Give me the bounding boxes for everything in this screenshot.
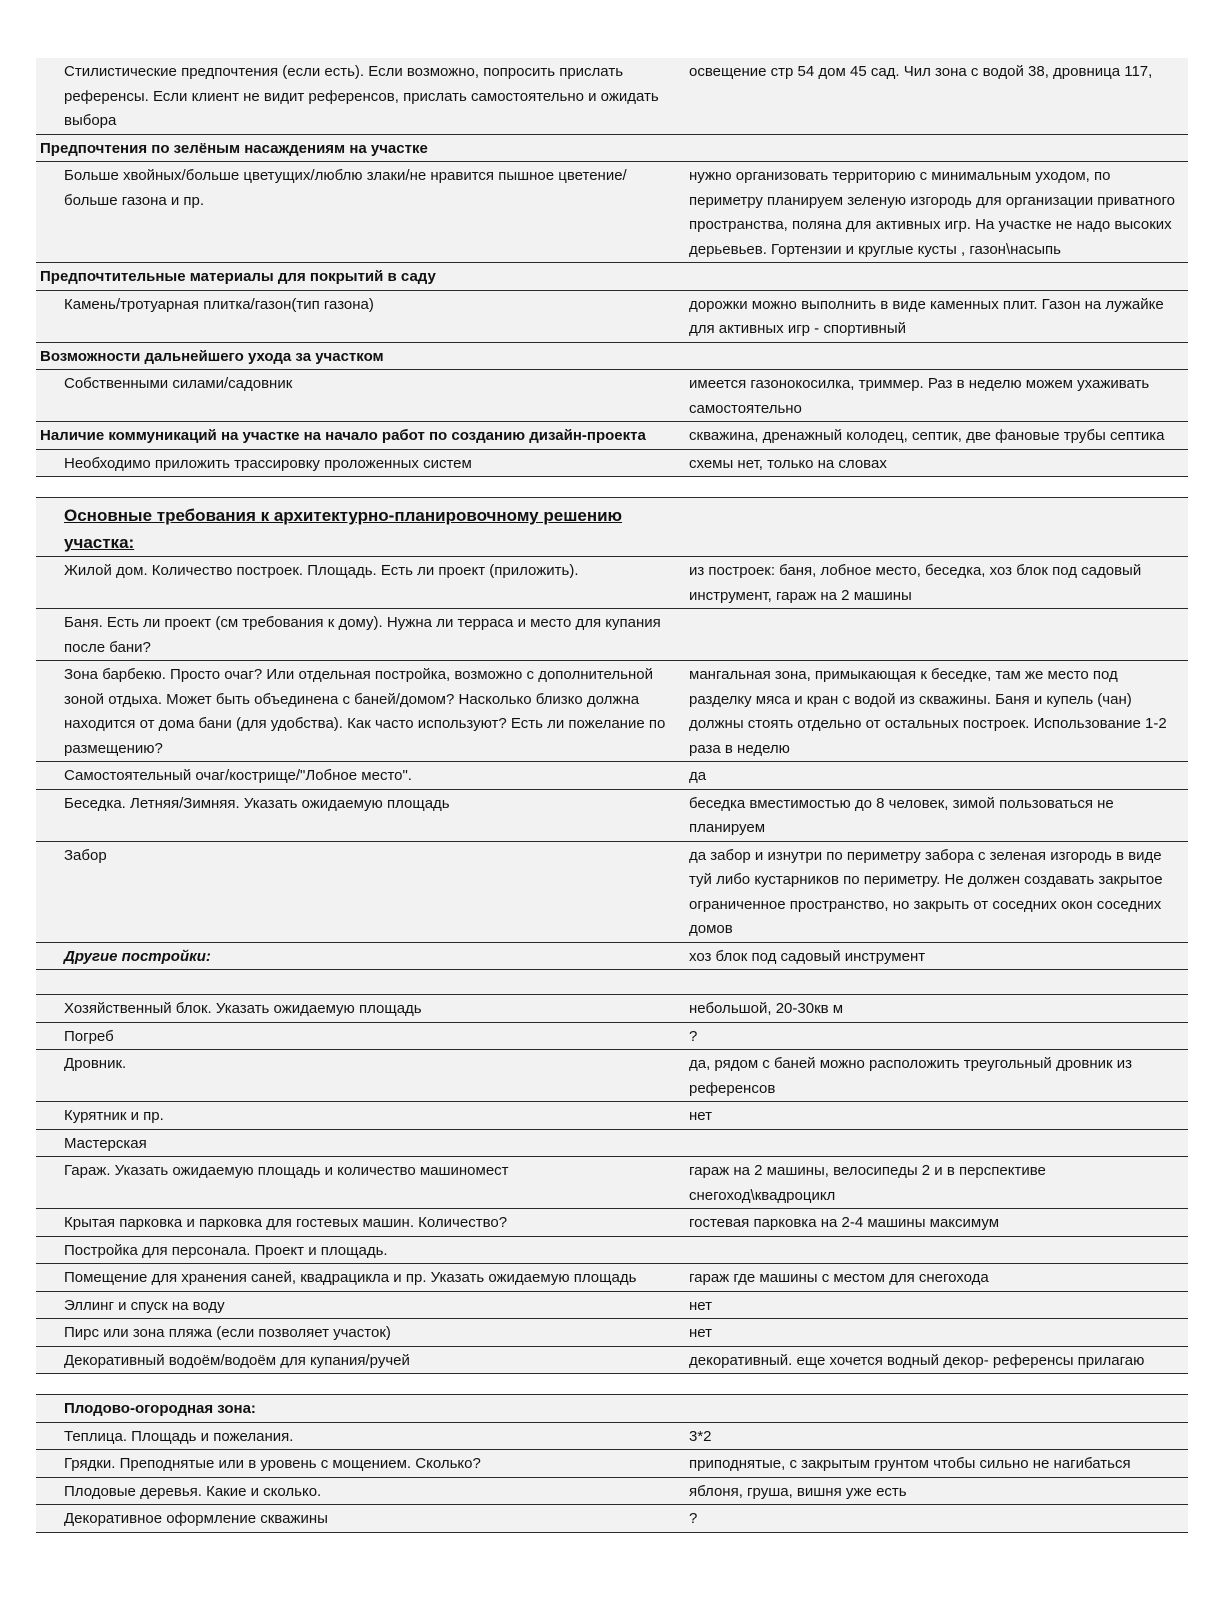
answer-cell: да забор и изнутри по периметру забора с зеленая изгородь в виде туй либо кустарников по периметру. Не должен создавать закрытое ограниченное пространство, но закрыть от соседних окон соседних домов xyxy=(685,841,1188,942)
table-row xyxy=(36,1157,1188,1209)
question-cell: Курятник и пр. xyxy=(36,1102,685,1130)
table-row xyxy=(36,1022,1188,1050)
question-cell: Баня. Есть ли проект (см требования к дому). Нужна ли терраса и место для купания после бани? xyxy=(36,609,685,661)
question-cell: Погреб xyxy=(36,1022,685,1050)
answer-cell xyxy=(685,498,1188,557)
question-cell: Декоративное оформление скважины xyxy=(36,1505,685,1533)
question-cell: Камень/тротуарная плитка/газон(тип газона) xyxy=(36,290,685,342)
question-cell: Пирс или зона пляжа (если позволяет участок) xyxy=(36,1319,685,1347)
answer-cell: ? xyxy=(685,1022,1188,1050)
table-row xyxy=(36,1264,1188,1292)
answer-cell: схемы нет, только на словах xyxy=(685,449,1188,477)
table-row xyxy=(36,1450,1188,1478)
question-cell: Декоративный водоём/водоём для купания/ручей xyxy=(36,1346,685,1374)
section-header: Возможности дальнейшего ухода за участком xyxy=(36,342,685,370)
answer-cell xyxy=(685,134,1188,162)
question-cell: Зона барбекю. Просто очаг? Или отдельная постройка, возможно с дополнительной зоной отдыха. Может быть объединена с баней/домом? Насколько близко должна находится от дома бани (для удобства). Как часто используют? Есть ли пожелание по размещению? xyxy=(36,661,685,762)
spacer-row xyxy=(36,477,1188,498)
question-cell: Забор xyxy=(36,841,685,942)
section-title: Основные требования к архитектурно-планировочному решению участка: xyxy=(36,498,685,557)
table-row xyxy=(36,1050,1188,1102)
answer-cell xyxy=(685,1236,1188,1264)
answer-cell xyxy=(685,342,1188,370)
question-cell: Больше хвойных/больше цветущих/люблю злаки/не нравится пышное цветение/больше газона и пр. xyxy=(36,162,685,263)
table-row xyxy=(36,1477,1188,1505)
question-cell: Мастерская xyxy=(36,1129,685,1157)
answer-cell xyxy=(685,263,1188,291)
table-row xyxy=(36,995,1188,1023)
table-row xyxy=(36,1291,1188,1319)
answer-cell: гараж на 2 машины, велосипеды 2 и в перспективе снегоход\квадроцикл xyxy=(685,1157,1188,1209)
table-row xyxy=(36,609,1188,661)
answer-cell: хоз блок под садовый инструмент xyxy=(685,942,1188,970)
section-header: Наличие коммуникаций на участке на начало работ по созданию дизайн-проекта xyxy=(36,422,685,450)
table-row xyxy=(36,162,1188,263)
answer-cell: да xyxy=(685,762,1188,790)
table-row xyxy=(36,661,1188,762)
answer-cell: нет xyxy=(685,1102,1188,1130)
spacer-row xyxy=(36,1374,1188,1395)
question-cell: Плодовые деревья. Какие и сколько. xyxy=(36,1477,685,1505)
table-row xyxy=(36,1346,1188,1374)
question-cell: Крытая парковка и парковка для гостевых машин. Количество? xyxy=(36,1209,685,1237)
answer-cell: имеется газонокосилка, триммер. Раз в неделю можем ухаживать самостоятельно xyxy=(685,370,1188,422)
section-header-row xyxy=(36,342,1188,370)
answer-cell: декоративный. еще хочется водный декор- референсы прилагаю xyxy=(685,1346,1188,1374)
question-cell: Грядки. Преподнятые или в уровень с мощением. Сколько? xyxy=(36,1450,685,1478)
table-row xyxy=(36,1129,1188,1157)
question-cell: Самостоятельный очаг/кострище/"Лобное место". xyxy=(36,762,685,790)
answer-cell: нет xyxy=(685,1319,1188,1347)
table-row xyxy=(36,449,1188,477)
answer-cell: освещение стр 54 дом 45 сад. Чил зона с водой 38, дровница 117, xyxy=(685,58,1188,134)
subsection-row xyxy=(36,942,1188,970)
answer-cell: мангальная зона, примыкающая к беседке, там же место под разделку мяса и кран с водой из скважины. Баня и купель (чан) должны стоять отдельно от остальных построек. Использование 1-2 раза в неделю xyxy=(685,661,1188,762)
question-cell: Эллинг и спуск на воду xyxy=(36,1291,685,1319)
questionnaire-document xyxy=(36,58,1188,1533)
table-row xyxy=(36,1505,1188,1533)
answer-cell xyxy=(685,1395,1188,1423)
subsection-title: Другие постройки: xyxy=(36,942,685,970)
section-header-row xyxy=(36,263,1188,291)
table-row xyxy=(36,557,1188,609)
section-header: Предпочтения по зелёным насаждениям на участке xyxy=(36,134,685,162)
answer-cell: из построек: баня, лобное место, беседка, хоз блок под садовый инструмент, гараж на 2 машины xyxy=(685,557,1188,609)
answer-cell: яблоня, груша, вишня уже есть xyxy=(685,1477,1188,1505)
table-row xyxy=(36,1422,1188,1450)
section-header: Предпочтительные материалы для покрытий в саду xyxy=(36,263,685,291)
table-row xyxy=(36,841,1188,942)
question-cell: Необходимо приложить трассировку проложенных систем xyxy=(36,449,685,477)
question-cell: Дровник. xyxy=(36,1050,685,1102)
question-cell: Помещение для хранения саней, квадрацикла и пр. Указать ожидаемую площадь xyxy=(36,1264,685,1292)
section-header-row xyxy=(36,134,1188,162)
question-cell: Стилистические предпочтения (если есть). Если возможно, попросить прислать референсы. Если клиент не видит референсов, прислать самостоятельно и ожидать выбора xyxy=(36,58,685,134)
table-row xyxy=(36,1102,1188,1130)
answer-cell: гараж где машины с местом для снегохода xyxy=(685,1264,1188,1292)
answer-cell: гостевая парковка на 2-4 машины максимум xyxy=(685,1209,1188,1237)
answer-cell: приподнятые, с закрытым грунтом чтобы сильно не нагибаться xyxy=(685,1450,1188,1478)
requirements-table xyxy=(36,58,1188,1533)
table-row xyxy=(36,370,1188,422)
section-header-row xyxy=(36,422,1188,450)
question-cell: Жилой дом. Количество построек. Площадь. Есть ли проект (приложить). xyxy=(36,557,685,609)
answer-cell: дорожки можно выполнить в виде каменных плит. Газон на лужайке для активных игр - спортивный xyxy=(685,290,1188,342)
subsection-row xyxy=(36,1395,1188,1423)
subsection-title: Плодово-огородная зона: xyxy=(36,1395,685,1423)
question-cell: Собственными силами/садовник xyxy=(36,370,685,422)
section-title-row xyxy=(36,498,1188,557)
table-row xyxy=(36,762,1188,790)
answer-cell: скважина, дренажный колодец, септик, две фановые трубы септика xyxy=(685,422,1188,450)
question-cell: Теплица. Площадь и пожелания. xyxy=(36,1422,685,1450)
table-row xyxy=(36,1319,1188,1347)
answer-cell: беседка вместимостью до 8 человек, зимой пользоваться не планируем xyxy=(685,789,1188,841)
question-cell: Гараж. Указать ожидаемую площадь и количество машиномест xyxy=(36,1157,685,1209)
table-row xyxy=(36,58,1188,134)
answer-cell: да, рядом с баней можно расположить треугольный дровник из референсов xyxy=(685,1050,1188,1102)
answer-cell: небольшой, 20-30кв м xyxy=(685,995,1188,1023)
answer-cell xyxy=(685,609,1188,661)
question-cell: Беседка. Летняя/Зимняя. Указать ожидаемую площадь xyxy=(36,789,685,841)
table-row xyxy=(36,789,1188,841)
empty-row xyxy=(36,970,1188,995)
table-row xyxy=(36,1236,1188,1264)
answer-cell: нет xyxy=(685,1291,1188,1319)
answer-cell xyxy=(685,1129,1188,1157)
table-row xyxy=(36,290,1188,342)
answer-cell: нужно организовать территорию с минимальным уходом, по периметру планируем зеленую изгородь для организации приватного пространства, поляна для активных игр. На участке не надо высоких дерьевьев. Гортензии и круглые кусты , газон\насыпь xyxy=(685,162,1188,263)
table-row xyxy=(36,1209,1188,1237)
answer-cell: 3*2 xyxy=(685,1422,1188,1450)
question-cell: Хозяйственный блок. Указать ожидаемую площадь xyxy=(36,995,685,1023)
answer-cell: ? xyxy=(685,1505,1188,1533)
question-cell: Постройка для персонала. Проект и площадь. xyxy=(36,1236,685,1264)
